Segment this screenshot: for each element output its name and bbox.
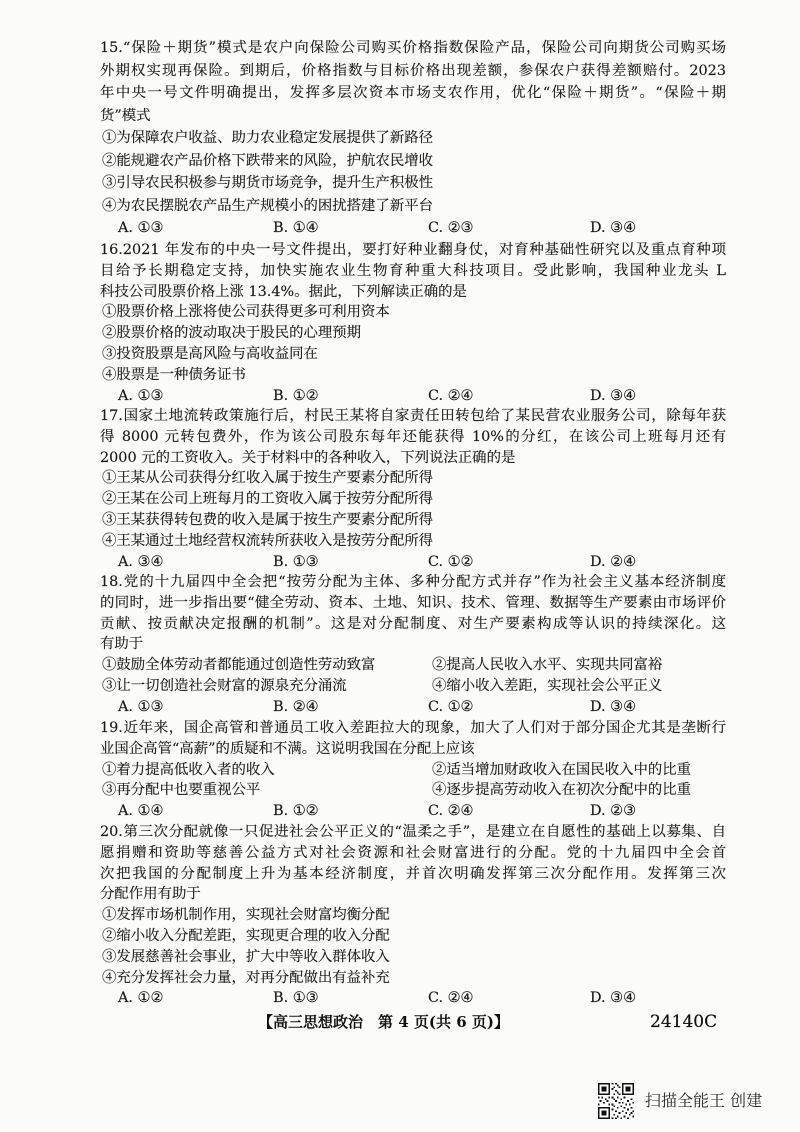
scanner-watermark-text: 扫描全能王 创建 (645, 1091, 763, 1110)
question-number: 20. (100, 824, 123, 840)
answer-choices (100, 217, 726, 240)
question-stem-line (100, 572, 726, 593)
option-row (100, 760, 726, 781)
choice-d: D. ③④ (590, 990, 636, 1007)
option-4: ④为农民摆脱农产品生产规模小的困扰搭建了新平台 (102, 197, 433, 214)
option-2: ②提高人民收入水平、实现共同富裕 (432, 657, 663, 674)
question-19 (100, 718, 726, 822)
question-stem-line: 科技公司股票价格上涨 13.4%。据此，下列解读正确的是 (100, 283, 467, 300)
option-2: ②王某在公司上班每月的工资收入属于按劳分配所得 (102, 491, 433, 508)
option-1: ①发挥市场机制作用，实现社会财富均衡分配 (102, 907, 390, 924)
option-1: ①股票价格上涨将使公司获得更多可利用资本 (102, 304, 390, 321)
question-stem-line: 年中央一号文件明确提出，发挥多层次资本市场支农作用，优化“保险＋期货”。“保险＋期 (100, 85, 726, 101)
choice-b: B. ①② (273, 803, 319, 820)
choice-b: B. ②④ (273, 698, 319, 715)
choice-b: B. ①② (273, 387, 319, 404)
choice-c: C. ①② (428, 553, 474, 570)
option-1: ①王某从公司获得分红收入属于按生产要素分配所得 (102, 470, 433, 487)
choice-c: C. ②③ (428, 220, 474, 236)
question-stem-text: 第三次分配就像一只促进社会公平正义的“温柔之手”，是建立在自愿性的基础上以募集、自 (122, 824, 726, 840)
option-4: ④充分发挥社会力量，对再分配做出有益补充 (102, 969, 390, 986)
question-number: 17. (100, 408, 123, 424)
answer-choices (100, 386, 726, 407)
choice-d: D. ②④ (590, 553, 636, 570)
question-15 (100, 37, 726, 240)
question-stem-line: 分配作用有助于 (100, 886, 201, 903)
choice-d: D. ③④ (590, 220, 636, 236)
option-1: ①为保障农户收益、助力农业稳定发展提供了新路径 (102, 130, 433, 146)
option-1: ①鼓励全体劳动者都能通过创造性劳动致富 (102, 657, 376, 674)
question-stem-line: 次把我国的分配制度上升为基本经济制度，并首次明确发挥第三次分配作用。发挥第三次 (100, 865, 726, 882)
answer-choices (100, 552, 726, 573)
option-3: ③再分配中也要重视公平 (102, 782, 261, 799)
option-3: ③发展慈善社会事业，扩大中等收入群体收入 (102, 948, 390, 965)
question-17 (100, 406, 726, 572)
question-stem-text: 近年来，国企高管和普通员工收入差距拉大的现象，加大了人们对于部分国企尤其是垄断行 (122, 720, 726, 736)
question-number: 18. (100, 574, 123, 590)
option-4: ④逐步提高劳动收入在初次分配中的比重 (432, 782, 692, 799)
option-4: ④股票是一种债务证书 (102, 366, 246, 383)
option-3: ③让一切创造社会财富的源泉充分涌流 (102, 677, 347, 694)
choice-c: C. ①② (428, 698, 474, 715)
question-stem-line: 有助于 (100, 636, 144, 653)
question-stem-text: 国家土地流转政策施行后，村民王某将自家责任田转包给了某民营农业服务公司，除每年获 (122, 408, 726, 424)
question-stem-line: 2000 元的工资收入。关于材料中的各种收入，下列说法正确的是 (100, 449, 516, 466)
choice-b: B. ①④ (273, 220, 319, 236)
question-stem-line: 贡献、按贡献决定报酬的机制”。这是对分配制度、对生产要素构成等认识的持续深化。这 (100, 615, 726, 632)
option-3: ③投资股票是高风险与高收益同在 (102, 345, 318, 362)
question-20 (100, 822, 726, 1009)
question-stem-line (100, 822, 726, 843)
choice-b: B. ①③ (273, 990, 319, 1007)
choice-a: A. ③④ (118, 553, 164, 570)
question-stem-line (100, 240, 726, 261)
option-row (100, 676, 726, 697)
option-3: ③引导农民积极参与期货市场竞争，提升生产积极性 (102, 175, 433, 191)
question-stem-line: 目给予长期稳定支持，加快实施农业生物育种重大科技项目。受此影响，我国种业龙头 L (100, 262, 726, 279)
page-footer-label: 【高三思想政治 第 4 页(共 6 页)】 (258, 1013, 509, 1031)
question-number: 16. (100, 242, 123, 258)
question-stem-text: 党的十九届四中全会把“按劳分配为主体、多种分配方式并存”作为社会主义基本经济制度 (122, 574, 726, 590)
question-number: 19. (100, 720, 123, 736)
choice-d: D. ②③ (590, 803, 636, 820)
question-number: 15. (100, 40, 123, 56)
choice-d: D. ③④ (590, 387, 636, 404)
question-stem-line (100, 37, 726, 60)
option-4: ④王某通过土地经营权流转所获收入是按劳分配所得 (102, 532, 433, 549)
option-2: ②缩小收入分配差距，实现更合理的收入分配 (102, 927, 390, 944)
choice-d: D. ③④ (590, 698, 636, 715)
question-stem-line: 外期权实现再保险。到期后，价格指数与目标价格出现差额，参保农户获得差额赔付。2023 (100, 62, 726, 79)
choice-b: B. ①③ (273, 553, 319, 570)
question-stem-line: 愿捐赠和资助等慈善公益方式对社会资源和社会财富进行的分配。党的十九届四中全会首 (100, 844, 726, 861)
option-2: ②股票价格的波动取决于股民的心理预期 (102, 325, 362, 342)
option-2: ②适当增加财政收入在国民收入中的比重 (432, 761, 692, 778)
question-stem-line: 得 8000 元转包费外，作为该公司股东每年还能获得 10%的分红，在该公司上班每月还有 (100, 428, 726, 445)
choice-a: A. ①③ (118, 387, 164, 404)
qr-code-icon (598, 1083, 634, 1119)
question-stem-line: 业国企高管“高薪”的质疑和不满。这说明我国在分配上应该 (100, 740, 475, 757)
question-stem-text: “保险＋期货”模式是农户向保险公司购买价格指数保险产品，保险公司向期货公司购买场 (122, 40, 726, 56)
choice-c: C. ②④ (428, 803, 474, 820)
option-1: ①着力提高低收入者的收入 (102, 761, 275, 778)
choice-a: A. ①③ (118, 220, 164, 236)
choice-a: A. ①④ (118, 803, 164, 820)
choice-a: A. ①③ (118, 698, 164, 715)
question-stem-line: 货”模式 (100, 107, 151, 124)
answer-choices (100, 801, 726, 822)
choice-c: C. ②④ (428, 387, 474, 404)
answer-choices (100, 697, 726, 718)
question-stem-text: 2021 年发布的中央一号文件提出，要打好种业翻身仗，对育种基础性研究以及重点育种项 (122, 242, 726, 258)
question-16 (100, 240, 726, 406)
choice-c: C. ②④ (428, 990, 474, 1007)
option-row (100, 655, 726, 676)
question-stem-line: 的同时，进一步指出要“健全劳动、资本、土地、知识、技术、管理、数据等生产要素由市场评价 (100, 594, 726, 611)
option-row (100, 780, 726, 801)
qr-code-graphic (598, 1083, 634, 1119)
question-18 (100, 572, 726, 718)
option-3: ③王某获得转包费的收入是属于按生产要素分配所得 (102, 511, 433, 528)
paper-code: 24140C (650, 1012, 718, 1032)
answer-choices (100, 988, 726, 1009)
question-stem-line (100, 718, 726, 739)
option-4: ④缩小收入差距，实现社会公平正义 (432, 677, 663, 694)
option-2: ②能规避农产品价格下跌带来的风险，护航农民增收 (102, 152, 433, 169)
choice-a: A. ①② (118, 990, 164, 1007)
question-stem-line (100, 406, 726, 427)
